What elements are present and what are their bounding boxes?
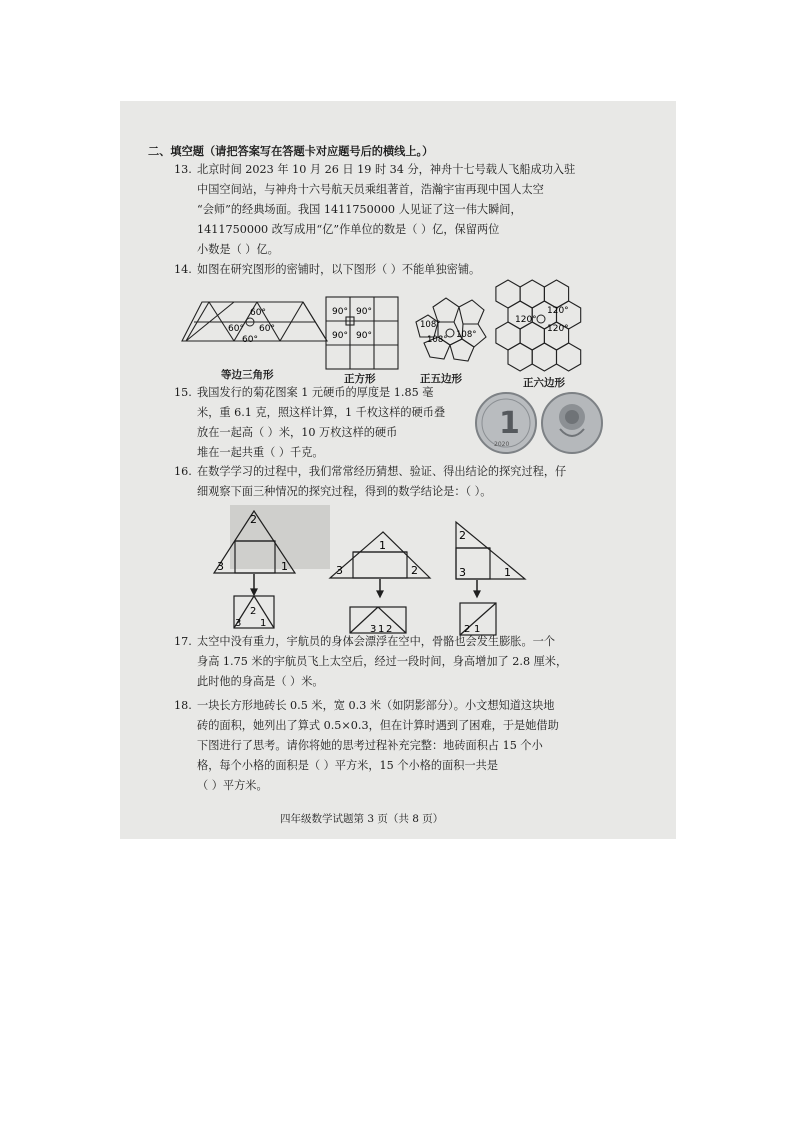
q16-number: 16. bbox=[174, 465, 192, 478]
q16-fig3b-label-2: 2 bbox=[464, 624, 471, 635]
hexagon-cell bbox=[520, 280, 544, 308]
q17-line-2: 身高 1.75 米的宇航员飞上太空后，经过一段时间，身高增加了 2.8 厘米， bbox=[197, 655, 568, 668]
triangle-angle-top: 60° bbox=[250, 308, 266, 318]
coin-denomination: 1 bbox=[499, 406, 520, 441]
hexagon-cell bbox=[520, 322, 544, 350]
q17-line-1: 太空中没有重力，宇航员的身体会漂浮在空中，骨骼也会发生膨胀。一个 bbox=[197, 635, 556, 648]
coin-front bbox=[476, 393, 536, 453]
q16-fig1-label-3: 3 bbox=[217, 560, 224, 573]
hexagon-cell bbox=[557, 343, 581, 371]
q18-line-5: （ ）平方米。 bbox=[197, 779, 268, 792]
q13-line-3: “会师”的经典场面。我国 1411750000 人见证了这一伟大瞬间， bbox=[197, 203, 522, 216]
triangle-angle-right: 60° bbox=[259, 324, 275, 334]
q13-number: 13. bbox=[174, 163, 192, 176]
q16-fig1-label-2: 2 bbox=[250, 513, 257, 526]
q13-line-2: 中国空间站，与神舟十六号航天员乘组著首，浩瀚宇宙再现中国人太空 bbox=[197, 183, 544, 196]
q13-line-5: 小数是（ ）亿。 bbox=[197, 243, 279, 256]
square-angle-tr: 90° bbox=[356, 307, 372, 317]
coin-year: 2020 bbox=[494, 441, 510, 448]
q16-figure-1 bbox=[214, 505, 330, 628]
q15-number: 15. bbox=[174, 386, 192, 399]
triangle-angle-left: 60° bbox=[228, 324, 244, 334]
q18-line-3: 下图进行了思考。请你将她的思考过程补充完整：地砖面积占 15 个小 bbox=[197, 739, 543, 752]
hexagon-cell bbox=[496, 280, 520, 308]
q16-fig2-label-1: 1 bbox=[379, 539, 386, 552]
q13-line-1: 北京时间 2023 年 10 月 26 日 19 时 34 分，神舟十七号载人飞船成功入驻 bbox=[197, 163, 576, 176]
page-footer: 四年级数学试题第 3 页（共 8 页） bbox=[280, 813, 444, 825]
q14-number: 14. bbox=[174, 263, 192, 276]
q15-line-1: 我国发行的菊花图案 1 元硬币的厚度是 1.85 毫 bbox=[197, 386, 434, 399]
q17-number: 17. bbox=[174, 635, 192, 648]
hexagon-cell bbox=[532, 343, 556, 371]
q14-line: 如图在研究图形的密铺时，以下图形（ ）不能单独密铺。 bbox=[197, 263, 481, 276]
section-heading: 二、填空题（请把答案写在答题卡对应题号后的横线上。） bbox=[148, 144, 434, 158]
square-angle-bl: 90° bbox=[332, 331, 348, 341]
q16-fig3b-label-1: 1 bbox=[474, 624, 481, 635]
q16-fig2b-label-1: 1 bbox=[378, 624, 385, 635]
hexagon-vertex-marker bbox=[537, 315, 545, 323]
q15-line-4: 堆在一起共重（ ）千克。 bbox=[197, 446, 324, 459]
q18-number: 18. bbox=[174, 699, 192, 712]
hexagon-angle-3: 120° bbox=[547, 324, 569, 334]
caption-square: 正方形 bbox=[344, 373, 376, 385]
q16-fig2b-label-2: 2 bbox=[386, 624, 393, 635]
q17-line-3: 此时他的身高是（ ）米。 bbox=[197, 675, 324, 688]
caption-hexagon: 正六边形 bbox=[523, 377, 565, 389]
q16-fig3-label-2: 2 bbox=[459, 529, 466, 542]
exam-page bbox=[120, 101, 676, 839]
q16-fig1b-label-3: 3 bbox=[235, 618, 242, 629]
q16-fig2-label-2: 2 bbox=[411, 564, 418, 577]
q18-line-2: 砖的面积，她列出了算式 0.5×0.3，但在计算时遇到了困难，于是她借助 bbox=[197, 719, 559, 732]
q16-fig3-label-1: 1 bbox=[504, 566, 511, 579]
hexagon-cell bbox=[544, 280, 568, 308]
q13-line-4: 1411750000 改写成用“亿”作单位的数是（ ）亿，保留两位 bbox=[197, 223, 500, 236]
coin-back bbox=[542, 393, 602, 453]
hexagon-angle-1: 120° bbox=[515, 315, 537, 325]
q16-fig1-label-1: 1 bbox=[281, 560, 288, 573]
q16-fig1b-label-2: 2 bbox=[250, 606, 257, 617]
q16-figure-3 bbox=[456, 522, 525, 635]
q15-line-2: 米，重 6.1 克，照这样计算，1 千枚这样的硬币叠 bbox=[197, 406, 446, 419]
pentagon-angle-2: 108° bbox=[456, 330, 477, 340]
caption-pentagon: 正五边形 bbox=[420, 373, 462, 385]
hexagon-cell bbox=[496, 322, 520, 350]
pentagon-angle-1: 108° bbox=[420, 320, 441, 330]
q16-line-2: 细观察下面三种情况的探究过程，得到的数学结论是：（ ）。 bbox=[197, 485, 492, 498]
q16-fig3-label-3: 3 bbox=[459, 566, 466, 579]
square-angle-tl: 90° bbox=[332, 307, 348, 317]
q18-line-4: 格，每个小格的面积是（ ）平方米，15 个小格的面积一共是 bbox=[197, 759, 499, 772]
hexagon-angle-2: 120° bbox=[547, 306, 569, 316]
q16-fig1b-label-1: 1 bbox=[260, 618, 267, 629]
q18-line-1: 一块长方形地砖长 0.5 米，宽 0.3 米（如阴影部分）。小文想知道这块地 bbox=[197, 699, 555, 712]
caption-triangle: 等边三角形 bbox=[221, 369, 274, 381]
hexagon-cell bbox=[508, 343, 532, 371]
pentagon-angle-3: 108° bbox=[427, 335, 448, 345]
q15-line-3: 放在一起高（ ）米，10 万枚这样的硬币 bbox=[197, 426, 398, 439]
q16-fig2b-label-3: 3 bbox=[370, 624, 377, 635]
square-angle-br: 90° bbox=[356, 331, 372, 341]
q16-line-1: 在数学学习的过程中，我们常常经历猜想、验证、得出结论的探究过程，仔 bbox=[197, 465, 567, 478]
q16-fig2-label-3: 3 bbox=[336, 564, 343, 577]
triangle-angle-bottom: 60° bbox=[242, 335, 258, 345]
